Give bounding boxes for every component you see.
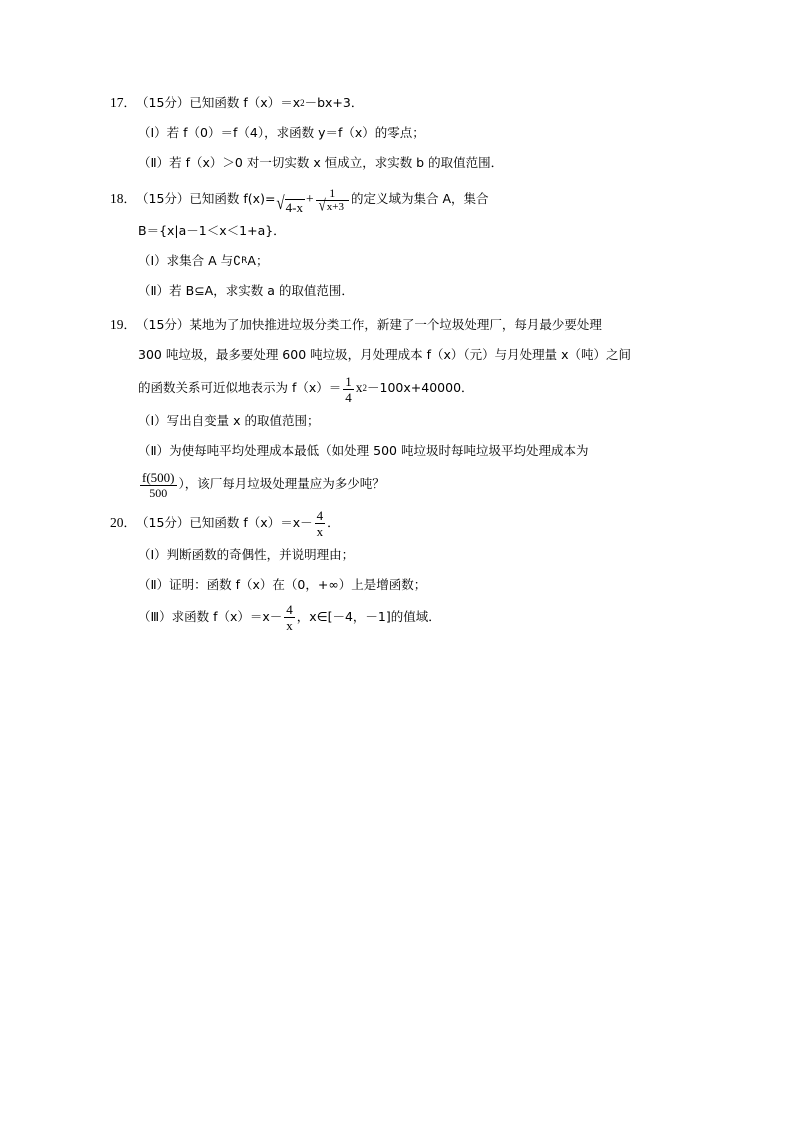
fraction-four-over-x: $\frac{4}{x}$ bbox=[316, 508, 324, 539]
sqrt-4-minus-x: √ 4-x bbox=[276, 193, 303, 215]
problem-18-part-2: （Ⅱ）若 B⊆A，求实数 a 的取值范围． bbox=[138, 283, 354, 298]
problem-20-part-2: （Ⅱ）证明：函数 f（x）在（0，+∞）上是增函数； bbox=[138, 577, 427, 592]
problem-18-part-1: （Ⅰ）求集合 A 与∁ R A； bbox=[110, 246, 684, 276]
problem-17-stem: 17 ． （15分） 已知函数 f（x）＝x 2 －bx+3． bbox=[110, 88, 684, 118]
problem-18-stem: 18 ． （15分） 已知函数 f(x)= √ 4-x + 1 √ x+3 的定义域为集合 A，集合 bbox=[110, 182, 684, 216]
problem-17-stem-prefix: 已知函数 f（x）＝x bbox=[189, 95, 301, 110]
problem-17-part-2: （Ⅱ）若 f（x）＞0 对一切实数 x 恒成立，求实数 b 的取值范围． bbox=[138, 155, 504, 170]
problem-18-stem-a: 已知函数 f(x)= bbox=[189, 191, 276, 206]
problem-19-line-2: 300 吨垃圾，最多要处理 600 吨垃圾，月处理成本 f（x）（元）与月处理量 x（吨）之间 bbox=[138, 347, 632, 362]
problem-19-points: （15分） bbox=[136, 317, 190, 332]
problem-17-points: （15分） bbox=[136, 95, 190, 110]
fraction-four-over-x-2: $\frac{4}{x}$ bbox=[286, 602, 293, 633]
problem-19 bbox=[110, 310, 684, 502]
problem-17-number: 17 bbox=[110, 95, 124, 110]
problem-17-stem-suffix: －bx+3． bbox=[304, 95, 364, 110]
complement-subscript: R bbox=[241, 256, 248, 266]
fraction-one-quarter: $\frac{1}{4}$ bbox=[345, 374, 352, 405]
problem-20 bbox=[110, 506, 684, 634]
fraction-f500-over-500: $\frac{f(500)}{500}$ bbox=[142, 470, 175, 500]
problem-18-points: （15分） bbox=[136, 191, 190, 206]
problem-17-stem-sup: 2 bbox=[300, 98, 305, 108]
fraction-one-over-sqrt: 1 √ x+3 bbox=[316, 187, 349, 215]
problem-19-part-2: （Ⅱ）为使每吨平均处理成本最低（如处理 500 吨垃圾时每吨垃圾平均处理成本为 bbox=[138, 443, 589, 458]
problem-19-part-1: （Ⅰ）写出自变量 x 的取值范围； bbox=[138, 413, 320, 428]
problem-17 bbox=[110, 88, 684, 178]
problem-19-line-3: 的函数关系可近似地表示为 f（x）＝ $\frac{1}{4}$ x 2 －100x+40000． bbox=[138, 374, 474, 405]
problem-19-part-2-cont: $\frac{f(500)}{500}$ ），该厂每月垃圾处理量应为多少吨？ bbox=[142, 470, 385, 500]
problem-19-line-1: 19 ． （15分） 某地为了加快推进垃圾分类工作，新建了一个垃圾处理厂，每月最少要处理 bbox=[110, 310, 684, 340]
plus-sign: + bbox=[306, 191, 314, 206]
problem-20-part-1: （Ⅰ）判断函数的奇偶性，并说明理由； bbox=[138, 547, 355, 562]
problem-20-stem: 20 ． （15分） 已知函数 f（x）＝x－ $\frac{4}{x}$ ． bbox=[110, 508, 340, 539]
problem-18-stem-b: 的定义域为集合 A，集合 bbox=[350, 191, 489, 206]
problem-20-part-3: （Ⅲ）求函数 f（x）＝x－ $\frac{4}{x}$ ，x∈[－4，－1]的值域． bbox=[138, 602, 441, 633]
problem-18-set-line: B＝{x|a－1＜x＜1+a}． bbox=[138, 223, 286, 238]
problem-19-number: 19 bbox=[110, 317, 124, 332]
problem-18-number: 18 bbox=[110, 191, 124, 206]
problem-20-number: 20 bbox=[110, 515, 124, 530]
problem-20-points: （15分） bbox=[136, 515, 190, 530]
problem-18 bbox=[110, 182, 684, 306]
problem-17-part-1: （Ⅰ）若 f（0）＝f（4），求函数 y＝f（x）的零点； bbox=[138, 125, 425, 140]
